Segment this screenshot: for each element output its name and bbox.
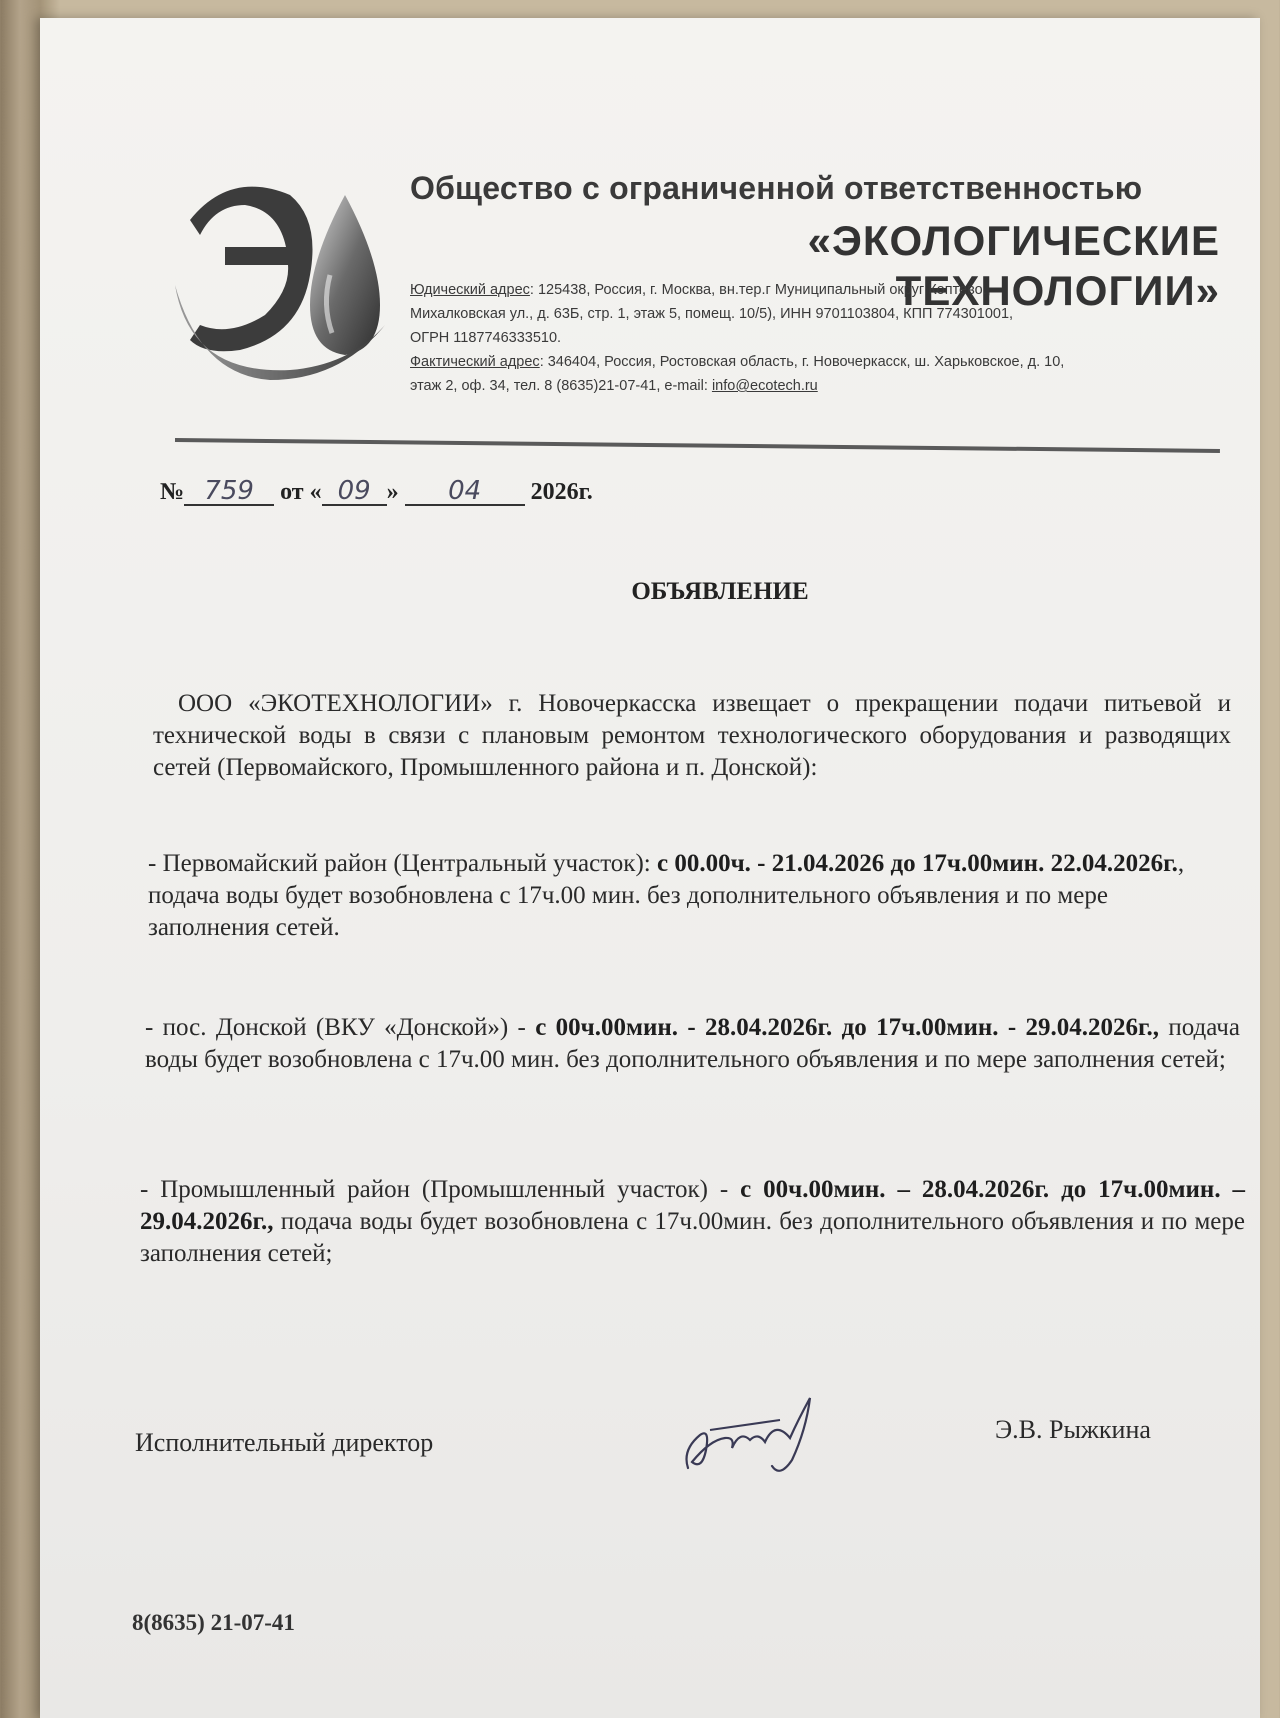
document-number: 759 — [184, 478, 274, 506]
signatory-name: Э.В. Рыжкина — [995, 1415, 1151, 1444]
ogrn: ОГРН 1187746333510. — [410, 330, 562, 346]
company-logo — [170, 165, 410, 395]
close-quote: » — [386, 479, 399, 505]
actual-address-2: этаж 2, оф. 34, тел. 8 (8635)21-07-41, e-mail: — [410, 378, 712, 394]
notice-text: - Промышленный район (Промышленный участок) - — [140, 1176, 741, 1203]
notice-period: с 00ч.00мин. - 28.04.2026г. до 17ч.00мин. - 29.04.2026г., — [535, 1014, 1160, 1041]
org-name: «ЭКОЛОГИЧЕСКИЕ ТЕХНОЛОГИИ» — [807, 217, 1220, 314]
document-day: 09 — [322, 478, 387, 506]
notice-text: - пос. Донской (ВКУ «Донской») - — [145, 1014, 536, 1041]
notice-promyshlenny — [140, 1174, 1245, 1270]
notice-pervomaisky — [148, 848, 1218, 944]
actual-address: : 346404, Россия, Ростовская область, г. Новочеркасск, ш. Харьковское, д. 10, — [539, 354, 1065, 370]
document-month: 04 — [405, 478, 525, 506]
handwritten-signature — [680, 1390, 830, 1480]
org-type: Общество с ограниченной ответственностью — [410, 170, 1143, 206]
document-reference — [160, 478, 593, 506]
notice-period: с 00.00ч. - 21.04.2026 до 17ч.00мин. 22.04.2026г. — [656, 850, 1178, 877]
actual-address-label: Фактический адрес — [410, 354, 540, 370]
notice-text: - Первомайский район (Центральный участок): — [148, 850, 657, 877]
signatory-role: Исполнительный директор — [135, 1428, 434, 1457]
notice-donskoy — [145, 1012, 1240, 1076]
logo-letter: Э — [170, 165, 171, 166]
address-block — [410, 278, 1230, 398]
notice-text: подача воды будет возобновлена с 17ч.00мин. без дополнительного объявления и по мере заполнения сетей; — [140, 1208, 1245, 1267]
document-year: 2026г. — [530, 479, 593, 505]
legal-address-label: Юдический адрес — [410, 282, 530, 298]
number-label: № — [160, 479, 185, 505]
email-link[interactable]: info@ecotech.ru — [711, 378, 818, 394]
notice-text: подача воды будет возобновлена с 17ч.00 мин. без дополнительного объявления и по мере заполнения сетей; — [145, 1014, 1240, 1073]
footer-phone: 8(8635) 21-07-41 — [132, 1610, 295, 1635]
notice-period: с 00ч.00мин. – 28.04.2026г. до 17ч.00мин. – 29.04.2026г., — [140, 1176, 1245, 1235]
legal-address: : 125438, Россия, г. Москва, вн.тер.г Муниципальный округ Коптево., — [529, 282, 991, 298]
document-heading: ОБЪЯВЛЕНИЕ — [631, 578, 809, 605]
intro-paragraph: ООО «ЭКОТЕХНОЛОГИИ» г. Новочеркасска извещает о прекращении подачи питьевой и технической воды в связи с плановым ремонтом технологического оборудования и разводящих сетей (Первомайского, Промышленного района и п. Донской): — [153, 690, 1231, 781]
notice-text: , подача воды будет возобновлена с 17ч.00 мин. без дополнительного объявления и по мере заполнения сетей. — [148, 850, 1185, 941]
legal-address-2: Михалковская ул., д. 63Б, стр. 1, этаж 5, помещ. 10/5), ИНН 9701103804, КПП 774301001, — [410, 306, 1014, 322]
from-label: от « — [280, 479, 322, 505]
